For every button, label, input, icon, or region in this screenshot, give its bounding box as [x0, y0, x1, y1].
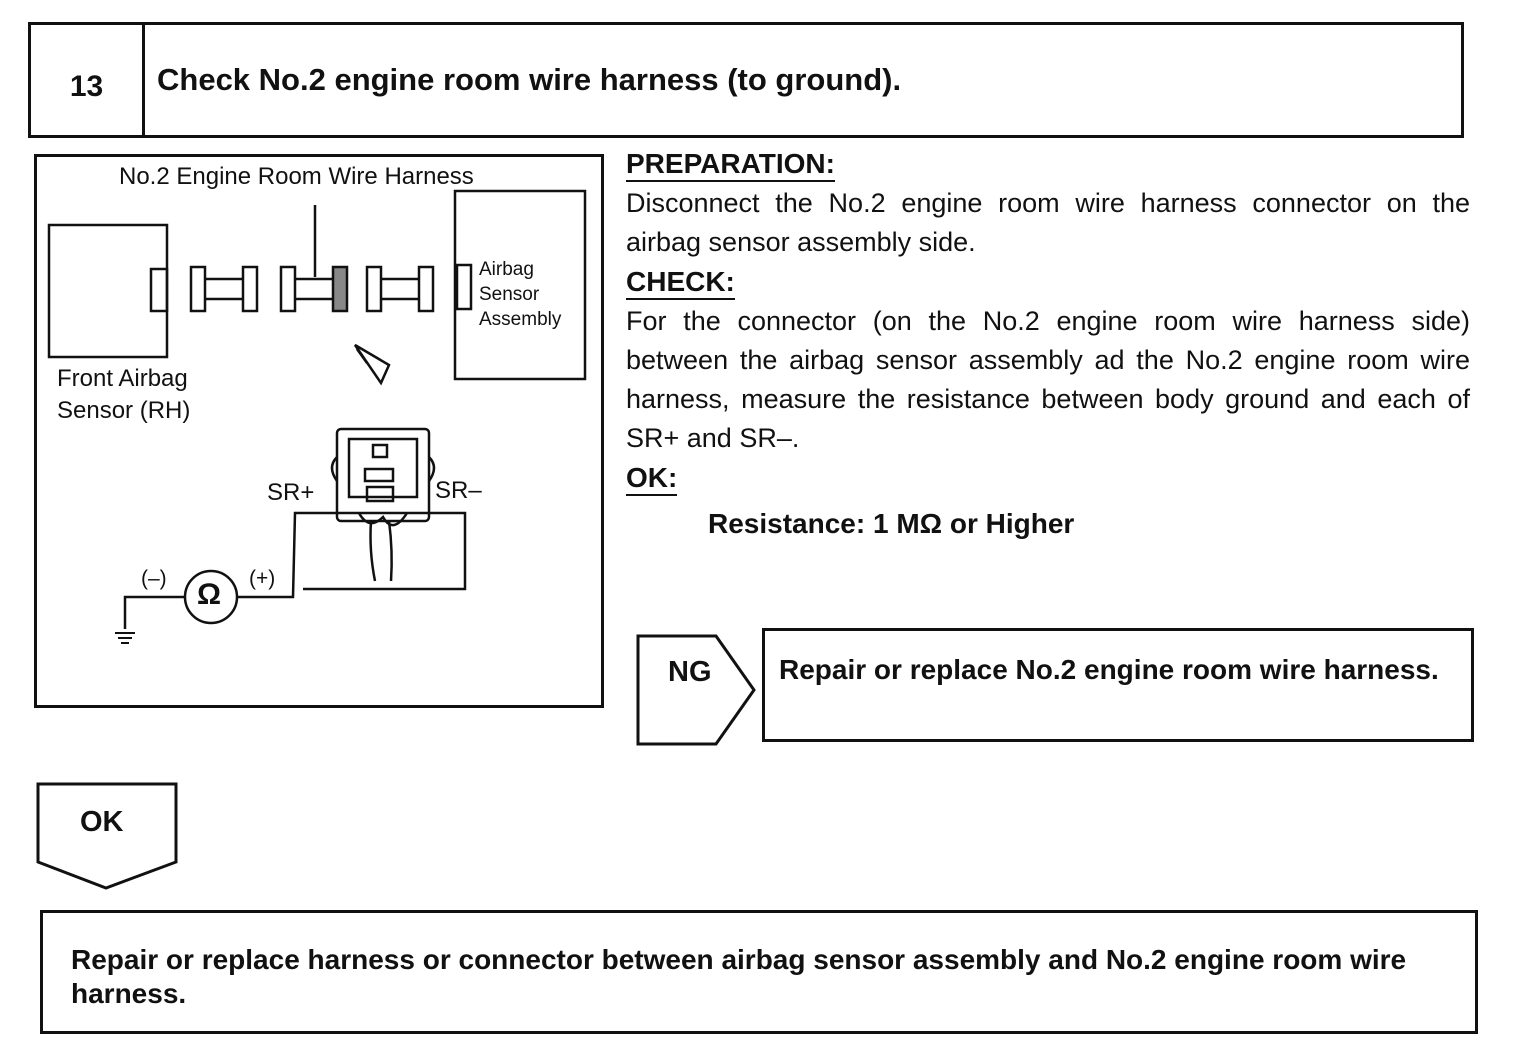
ok-label: OK	[80, 806, 124, 838]
ok-heading: OK:	[626, 462, 677, 496]
terminal-sr-minus: SR–	[435, 477, 482, 504]
disconnected-connector	[333, 267, 347, 311]
step-title: Check No.2 engine room wire harness (to ground).	[157, 62, 902, 97]
airbag-sensor-label-line2: Sensor	[479, 284, 540, 305]
harness-connector-1b	[243, 267, 257, 311]
wiring-diagram	[34, 154, 604, 708]
harness-connector-3b	[419, 267, 433, 311]
harness-connector-1a	[191, 267, 205, 311]
airbag-sensor-label-line3: Assembly	[479, 309, 562, 330]
probe-minus-label: (–)	[141, 567, 167, 590]
airbag-sensor-connector	[457, 265, 471, 309]
front-airbag-sensor-box	[49, 225, 167, 357]
check-text: For the connector (on the No.2 engine room wire harness side) between the airbag sensor assembly ad the No.2 engine room wire harness, measure the resistance between body ground and each of SR+ and SR–.	[626, 306, 1470, 453]
ok-spec: Resistance: 1 MΩ or Higher	[708, 508, 1075, 539]
ng-tag-shape	[636, 634, 756, 746]
preparation-text: Disconnect the No.2 engine room wire harness connector on the airbag sensor assembly side.	[626, 188, 1470, 257]
terminal-sr-plus: SR+	[267, 479, 315, 506]
ok-action: Repair or replace harness or connector between airbag sensor assembly and No.2 engine room wire harness.	[40, 910, 1478, 1034]
airbag-sensor-label: Airbag	[479, 259, 534, 280]
instructions	[626, 144, 1470, 543]
harness-connector-2a	[281, 267, 295, 311]
ng-label: NG	[668, 656, 712, 688]
front-sensor-label-line2: Sensor (RH)	[57, 397, 191, 424]
front-sensor-connector	[151, 269, 167, 311]
ng-action: Repair or replace No.2 engine room wire harness.	[762, 628, 1474, 742]
front-sensor-label: Front Airbag	[57, 365, 188, 392]
test-connector	[337, 429, 429, 521]
direction-arrow-icon	[355, 345, 389, 383]
ground-icon	[115, 633, 135, 643]
preparation-heading: PREPARATION:	[626, 148, 835, 182]
harness-connector-3a	[367, 267, 381, 311]
wiring-diagram-drawing	[37, 157, 601, 705]
step-header	[28, 22, 1464, 138]
probe-plus-label: (+)	[249, 567, 276, 590]
ohmmeter-symbol: Ω	[197, 578, 222, 611]
check-heading: CHECK:	[626, 266, 735, 300]
step-number: 13	[31, 25, 145, 135]
harness-label: No.2 Engine Room Wire Harness	[119, 163, 474, 190]
